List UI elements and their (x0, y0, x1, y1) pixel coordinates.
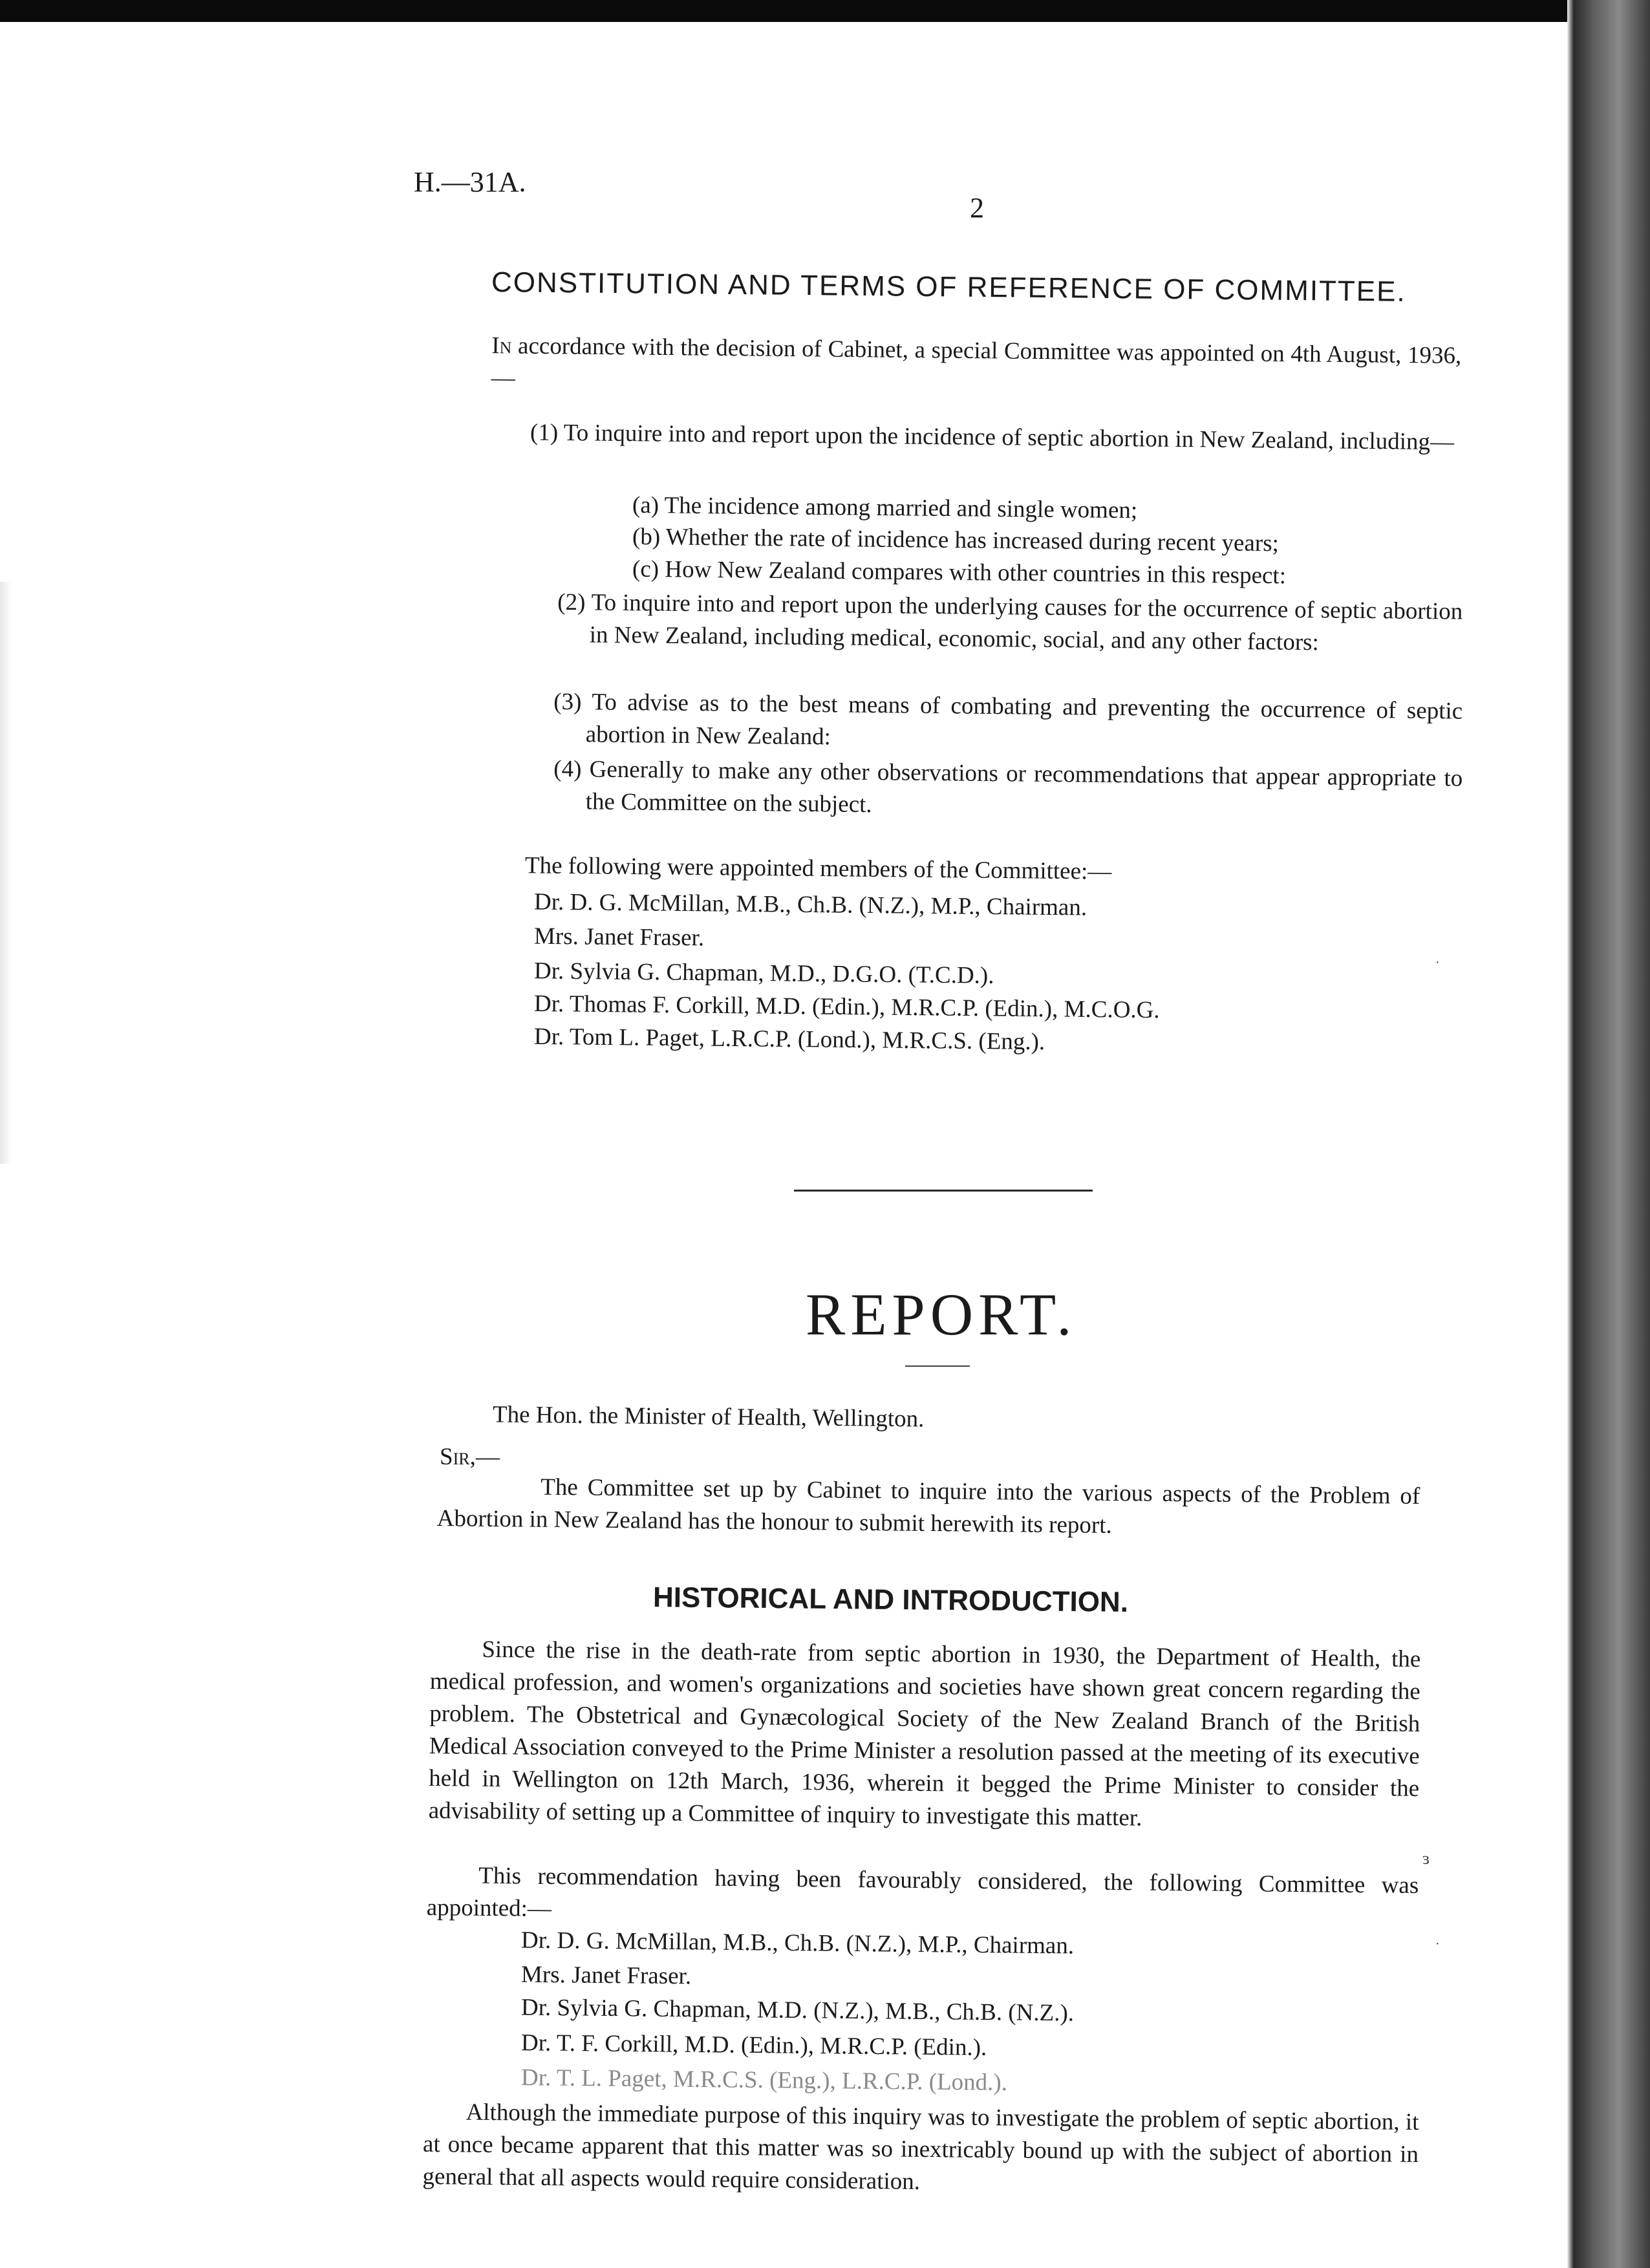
member-line: Dr. Sylvia G. Chapman, M.D., D.G.O. (T.C.D.). (533, 957, 994, 989)
member-line: Dr. D. G. McMillan, M.B., Ch.B. (N.Z.), M.P., Chairman. (533, 888, 1088, 921)
section-divider (794, 1190, 1093, 1192)
member-line: Dr. Thomas F. Corkill, M.D. (Edin.), M.R.C.P. (Edin.), M.C.O.G. (533, 990, 1160, 1024)
salutation-word: Sir (440, 1444, 470, 1470)
subterm-item: (b) Whether the rate of incidence has increased during recent years; (632, 523, 1280, 557)
title-underline (905, 1365, 970, 1367)
member-line: Dr. Tom L. Paget, L.R.C.P. (Lond.), M.R.C.S. (Eng.). (533, 1023, 1045, 1056)
subterm-item: (a) The incidence among married and single women; (632, 491, 1138, 524)
member-line: Mrs. Janet Fraser. (520, 1961, 692, 1990)
page-number: 2 (970, 192, 984, 224)
addressee: The Hon. the Minister of Health, Wellington. (492, 1401, 925, 1433)
term-item: (3) To advise as to the best means of combating and preventing the occurrence of septic abortion in New Zealand: (553, 688, 1463, 751)
historical-heading: HISTORICAL AND INTRODUCTION. (652, 1581, 1129, 1618)
member-line: Mrs. Janet Fraser. (533, 923, 705, 952)
report-title: REPORT. (806, 1281, 1077, 1347)
historical-paragraph: Since the rise in the death-rate from septic abortion in 1930, the Department of Health, the medical profession, and women's organizations and societies have shown great concern regarding the problem. The Obstetrical and Gynæcological Society of the New Zealand Branch of the British Medical Association conveyed to the Prime Minister a resolution passed at the meeting of its executive held in Wellington on 12th March, 1936, wherein it begged the Prime Minister to consider the advisability of setting up a Committee of inquiry to investigate this matter. (428, 1636, 1421, 1832)
term-item: (1) To inquire into and report upon the incidence of septic abortion in New Zealand, including— (530, 419, 1455, 456)
report-opening: The Committee set up by Cabinet to inquire into the various aspects of the Problem of Abortion in New Zealand has the honour to submit herewith its report. (436, 1473, 1420, 1539)
salutation-dash: ,— (469, 1444, 500, 1470)
constitution-intro (491, 330, 1462, 405)
members-intro: The following were appointed members of the Committee:— (524, 852, 1112, 885)
subterm-item: (c) How New Zealand compares with other countries in this respect: (632, 555, 1287, 590)
margin-mark: ɜ (1422, 1849, 1430, 1868)
member-line: Dr. Sylvia G. Chapman, M.D. (N.Z.), M.B., Ch.B. (N.Z.). (520, 1994, 1075, 2027)
salutation (440, 1443, 500, 1471)
member-line: Dr. D. G. McMillan, M.B., Ch.B. (N.Z.), M.P., Chairman. (520, 1927, 1075, 1960)
member-line: Dr. T. F. Corkill, M.D. (Edin.), M.R.C.P. (Edin.). (520, 2029, 987, 2061)
member-line: Dr. T. L. Paget, M.R.C.S. (Eng.), L.R.C.P. (Lond.). (520, 2064, 1008, 2096)
intro-text: accordance with the decision of Cabinet, a special Committee was appointed on 4th August, 1936,— (491, 332, 1462, 392)
intro-lead-word: In (491, 332, 512, 359)
historical-paragraph: This recommendation having been favourably considered, the following Committee was appointed:— (426, 1862, 1419, 1922)
term-item: (4) Generally to make any other observations or recommendations that appear appropriate to the Committee on the subject. (553, 755, 1463, 818)
term-item: (2) To inquire into and report upon the underlying causes for the occurrence of septic abortion in New Zealand, including medical, economic, social, and any other factors: (557, 588, 1463, 656)
margin-mark: · (1435, 1937, 1440, 1951)
constitution-heading: CONSTITUTION AND TERMS OF REFERENCE OF COMMITTEE. (491, 266, 1407, 308)
scan-right-edge (1567, 0, 1650, 2268)
historical-paragraph: Although the immediate purpose of this inquiry was to investigate the problem of septic abortion, it at once became apparent that this matter was so inextricably bound up with the subject of abortion in general that all aspects would require consideration. (422, 2099, 1419, 2195)
document-code: H.—31A. (414, 166, 526, 198)
margin-mark: · (1435, 956, 1440, 970)
